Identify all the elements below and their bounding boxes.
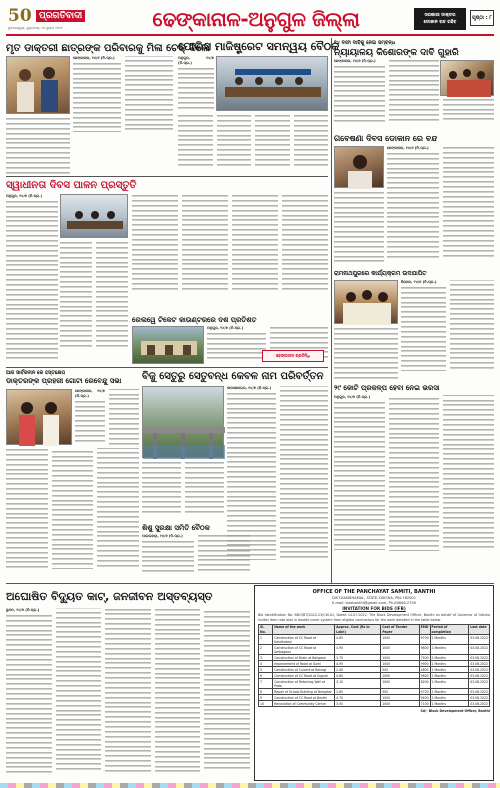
table-cell: 9600 bbox=[420, 673, 429, 678]
headline-a12: ଅଘୋଷିତ ବିଦ୍ୟୁତ କାଟ୍, ଜନଜୀବନ ଅସ୍ତବ୍ୟସ୍ତ bbox=[6, 590, 213, 603]
news-photo-railway bbox=[132, 326, 204, 364]
tender-column-header: EMD bbox=[419, 624, 430, 634]
column-rule bbox=[331, 38, 332, 583]
news-photo-a1 bbox=[6, 56, 70, 114]
table-cell: 2 Months bbox=[430, 667, 469, 673]
dateline-a7: ହିନ୍ଦୋଳ, ୧୪/୭ (ନି.ପ୍ର.) bbox=[401, 280, 437, 284]
table-cell: 5 bbox=[259, 667, 273, 673]
crowd-photo-icon bbox=[441, 61, 495, 97]
table-cell: 9700 bbox=[419, 635, 430, 645]
tender-column-header: Period of completion bbox=[430, 624, 469, 634]
table-cell: 2 Months bbox=[430, 689, 469, 695]
ear-line-1: ସରକାରୀ ଡାକ୍ତର bbox=[424, 13, 456, 18]
table-cell: 9900 bbox=[420, 661, 429, 666]
article-body-a4-left bbox=[6, 194, 58, 364]
ear-line-2: ଡୋକାନ ବନ୍ଦ ରହିବ bbox=[423, 20, 457, 26]
article-body-a4 bbox=[60, 241, 128, 364]
headline-a5: ଗବେଷଣା ଦିବସ ଡୋକାନ ରେ ବନ୍ଦ bbox=[334, 134, 438, 143]
news-photo-a8 bbox=[6, 389, 72, 445]
table-cell: 3.75 bbox=[335, 655, 381, 661]
tender-district: DIST-KANDHAMAL, STATE-ODISHA, PIN-762001 bbox=[331, 595, 417, 600]
tender-office: OFFICE OF THE PANCHAYAT SAMITI, BANTHI bbox=[312, 589, 436, 595]
table-cell: 9 bbox=[259, 695, 273, 701]
ceremony-photo-icon bbox=[7, 390, 73, 446]
table-cell: 2 Months bbox=[430, 673, 469, 679]
headline-a11: ଶିଶୁ ସୁରକ୍ଷା ସମିତି ବୈଠକ bbox=[142, 524, 210, 532]
headline-a7: ରାମନାଥପୁରରେ କାର୍ଯ୍ୟକ୍ରମ ଉଦଯାପିତ bbox=[334, 270, 427, 277]
table-cell: 7 bbox=[259, 679, 273, 689]
article-body-a12 bbox=[6, 608, 250, 782]
dateline-a6: ଅନୁଗୁଳ, ୧୪/୭ (ନି.ପ୍ର.) bbox=[207, 326, 244, 330]
article-body-a1-cont bbox=[6, 117, 70, 175]
table-cell: Construction of Retaining Wall at Pada bbox=[273, 679, 335, 689]
ear-panel bbox=[414, 8, 466, 30]
tender-email: E-mail: bdobanthi@gmail.com, Ph-06846-2700 bbox=[331, 600, 417, 605]
tender-column-header: Cost of Tender Paper bbox=[381, 624, 419, 634]
table-cell: 2 Months bbox=[430, 679, 469, 689]
table-cell: 7100 bbox=[420, 701, 429, 706]
dateline-a2: ଅନୁଗୁଳ, ୧୪/୭ (ନି.ପ୍ର.) bbox=[178, 56, 214, 65]
dateline-a5: ଢେଙ୍କାନାଳ, ୧୪/୭ (ନି.ପ୍ର.) bbox=[387, 146, 429, 150]
table-cell: 2.85 bbox=[335, 689, 381, 695]
meeting-photo-icon bbox=[217, 57, 329, 112]
table-cell: 4.95 bbox=[335, 661, 381, 667]
print-color-strip bbox=[0, 783, 500, 788]
table-cell: Improvement of Road at Gumi bbox=[273, 661, 335, 667]
headline-a4: ସ୍ୱାଧୀନତା ଦିବସ ପାଳନ ପ୍ରସ୍ତୁତି bbox=[6, 180, 137, 191]
tender-intro: Bid Identification No: BDO/BT/2022-23/CW-01, Dated 14.07.2022. The Block Development Officer, Banthi on behalf of Governor of Odisha invites item rate bids in double cover system from eligible contractors for the work detailed in the table below. bbox=[258, 613, 490, 622]
tender-column-header: Sl. No. bbox=[259, 624, 273, 634]
station-photo-icon bbox=[133, 327, 205, 365]
table-row bbox=[259, 635, 490, 645]
table-cell: 03.08.2022 bbox=[470, 673, 488, 678]
newspaper-name: ପ୍ରଗତିବାଦୀ bbox=[36, 10, 85, 22]
dateline-a8: ଢେଙ୍କାନାଳ, ୧୪/୭ (ନି.ପ୍ର.) bbox=[75, 389, 105, 398]
dateline-a11: ପାଲଲହଡ଼ା, ୧୪/୭ (ନି.ପ୍ର.) bbox=[142, 534, 183, 538]
article-body-a10 bbox=[334, 395, 494, 581]
news-photo-a5 bbox=[334, 146, 384, 188]
article-body-a9-cont bbox=[142, 461, 224, 521]
byline-a6: ଢେଙ୍କାନାଳ ପ୍ରତିନିଧି bbox=[262, 350, 324, 362]
officials-photo-icon bbox=[61, 195, 129, 239]
table-cell: 2 Months bbox=[430, 695, 469, 701]
tender-title: INVITATION FOR BIDS (IFB) bbox=[342, 606, 406, 612]
section-divider bbox=[6, 367, 328, 368]
news-photo-meeting bbox=[216, 56, 328, 111]
table-cell: 2 Months bbox=[430, 645, 469, 655]
tender-column-header: Name of the work bbox=[273, 624, 335, 634]
table-row bbox=[259, 645, 490, 655]
table-cell: 7500 bbox=[420, 655, 429, 660]
table-cell: Construction of CC Road at Ambagaon bbox=[273, 645, 335, 655]
headline-a9: ବିଜୁ ସେତୁରୁ ସେତୁବନ୍ଧ କେବଳ ନାମ ପରିବର୍ତ୍ତନ bbox=[142, 371, 324, 382]
dateline-a1: ଢେଙ୍କାନାଳ, ୧୪/୭ (ନି.ପ୍ର.) bbox=[73, 56, 115, 60]
table-cell: Construction of CC Road at Kandhabari bbox=[273, 635, 335, 645]
dateline-a9: କାମାକ୍ଷାନଗର, ୧୪/୭ (ନି.ପ୍ର.) bbox=[227, 386, 272, 390]
table-cell: 4.90 bbox=[335, 645, 381, 655]
table-cell: 5700 bbox=[420, 689, 429, 694]
article-body-a2 bbox=[178, 114, 328, 174]
table-cell: 4 bbox=[259, 661, 273, 667]
kicker-a8: ଆଜ ସାର୍ବଜନୀନ ରେ ହସ୍ତକ୍ଷେପ bbox=[6, 370, 66, 376]
table-cell: 2 Months bbox=[430, 661, 469, 667]
table-cell: 03.08.2022 bbox=[469, 679, 490, 689]
table-cell: 03.08.2022 bbox=[470, 701, 488, 706]
table-cell: 03.08.2022 bbox=[470, 655, 488, 660]
table-cell: Construction of Culvert at Rasingi bbox=[273, 667, 335, 673]
page-number: ପୃଷ୍ଠା : ୮ bbox=[470, 10, 494, 26]
table-cell: 03.08.2022 bbox=[470, 661, 488, 666]
table-row bbox=[259, 679, 490, 689]
table-row bbox=[259, 701, 490, 707]
article-body-a5-cont bbox=[334, 191, 384, 266]
table-cell: 1000 bbox=[381, 701, 419, 707]
table-cell: 6200 bbox=[419, 679, 430, 689]
headline-a1: ମୃତ ଡାକ୍ତରୀ ଛାତ୍ରଙ୍କ ପରିବାରକୁ ମିଳା ଚେକ୍ ଦିଲେ bbox=[6, 43, 210, 54]
table-cell: 6 bbox=[259, 673, 273, 679]
table-cell: 1000 bbox=[381, 695, 419, 701]
news-photo-a3 bbox=[440, 60, 494, 96]
table-cell: 1000 bbox=[381, 673, 419, 679]
table-cell: 4.85 bbox=[335, 635, 381, 645]
table-cell: 03.08.2022 bbox=[469, 635, 490, 645]
article-body-a2-left bbox=[178, 56, 214, 111]
article-body-a5-left bbox=[132, 194, 328, 314]
table-cell: 10 bbox=[259, 701, 273, 707]
table-cell: 500 bbox=[381, 667, 419, 673]
masthead bbox=[6, 6, 494, 36]
table-cell: 3.10 bbox=[335, 679, 381, 689]
newspaper-logo bbox=[6, 6, 98, 34]
section-title: ଢେଙ୍କାନାଳ-ଅନୁଗୁଳ ଜିଲ୍ଲା bbox=[152, 7, 360, 31]
tender-notice bbox=[254, 585, 494, 781]
table-cell: 4800 bbox=[420, 667, 429, 672]
event-photo-icon bbox=[335, 281, 399, 325]
article-body-a11 bbox=[142, 534, 250, 580]
table-cell: 1000 bbox=[381, 655, 419, 661]
article-body-a8 bbox=[75, 389, 139, 445]
news-photo-bridge bbox=[142, 386, 224, 458]
dateline-a3: ଢେଙ୍କାନାଳ, ୧୪/୭ (ନି.ପ୍ର.) bbox=[334, 59, 376, 63]
issue-date-line: ଭୁବନେଶ୍ୱର, ଶୁକ୍ରବାର, ୧୫ ଜୁଲାଇ ୨୦୨୨ bbox=[8, 26, 63, 30]
tender-table bbox=[258, 624, 490, 707]
article-body-a7-cont bbox=[334, 327, 398, 380]
article-body-a5 bbox=[387, 146, 494, 266]
bridge-photo-icon bbox=[143, 387, 225, 459]
headline-a3: ନ୍ୟାୟାଳୟ କିଶୋରଙ୍କ ଦାବି ଗୁହାରି bbox=[334, 48, 459, 58]
table-cell: 1000 bbox=[381, 679, 419, 689]
table-cell: 3 bbox=[259, 655, 273, 661]
section-divider bbox=[6, 583, 494, 584]
tender-signature: Sd/- Block Development Officer, Banthi bbox=[420, 709, 490, 714]
dateline-a10: ଅନୁଗୁଳ, ୧୪/୭ (ନି.ପ୍ର.) bbox=[334, 395, 371, 399]
section-divider bbox=[6, 176, 328, 177]
table-cell: 2 Months bbox=[430, 701, 469, 707]
table-cell: Construction of CC Road at Banthi bbox=[273, 695, 335, 701]
table-cell: 8 bbox=[259, 689, 273, 695]
article-body-a8-cont bbox=[6, 448, 139, 580]
kicker-a3: ୧୪ ଦଫା ଦାବିକୁ ନେଇ ସମ୍ବନ୍ଧ bbox=[334, 40, 396, 46]
table-cell: 03.08.2022 bbox=[470, 689, 488, 694]
headline-a6: ରେଲୱେ ଟିକେଟ କାଉଣ୍ଟରରେ ଦଶ ପ୍ରତିଶତ bbox=[132, 316, 257, 324]
table-cell: Repair of School Building at Belaghar bbox=[273, 689, 335, 695]
article-body-a7 bbox=[401, 280, 494, 380]
table-cell: 2.40 bbox=[335, 667, 381, 673]
tender-column-header: Last date bbox=[469, 624, 490, 634]
table-cell: 1 bbox=[259, 635, 273, 645]
headline-a8: ଡାକ୍ତରଙ୍କ ପ୍ରହରୀ ଗୋଟା ରେବେନ୍ଦୁ ସଭା bbox=[6, 377, 122, 385]
table-cell: 03.08.2022 bbox=[470, 695, 488, 700]
table-cell: 1000 bbox=[381, 635, 419, 645]
table-cell: 2 Months bbox=[430, 635, 469, 645]
headline-a2: ପୋଲିସ ମାଜିଷ୍ଟ୍ରେଟ ସମନ୍ୱୟ ବୈଠକ bbox=[178, 40, 340, 53]
tender-column-header: Approx. Cost (Rs in Lakh) bbox=[335, 624, 381, 634]
headline-a10: ୨୯ କୋଟି ପ୍ରକଳ୍ପ ହେବା ନେଇ ଭରସା bbox=[334, 384, 440, 392]
table-cell: 4.70 bbox=[335, 695, 381, 701]
table-cell: 1000 bbox=[381, 645, 419, 655]
table-cell: Construction of Drain at Baligaon bbox=[273, 655, 335, 661]
table-cell: 03.08.2022 bbox=[469, 645, 490, 655]
table-cell: 1000 bbox=[381, 661, 419, 667]
news-photo-a7 bbox=[334, 280, 398, 324]
table-cell: 2 Months bbox=[430, 655, 469, 661]
table-cell: 2 bbox=[259, 645, 273, 655]
table-cell: 500 bbox=[381, 689, 419, 695]
table-cell: Renovation of Community Centre bbox=[273, 701, 335, 707]
portrait-photo-icon bbox=[335, 147, 385, 189]
article-body-a1 bbox=[73, 56, 173, 148]
people-photo-icon bbox=[7, 57, 71, 115]
news-photo-a4 bbox=[60, 194, 128, 238]
table-cell: 4.80 bbox=[335, 673, 381, 679]
table-cell: 3.55 bbox=[335, 701, 381, 707]
dateline-a12: ଭୁବନ, ୧୪/୭ (ନି.ପ୍ର.) bbox=[6, 608, 40, 612]
table-cell: 03.08.2022 bbox=[470, 667, 488, 672]
table-cell: Construction of CC Road at Sugudi bbox=[273, 673, 335, 679]
anniversary-mark: 50 bbox=[8, 6, 32, 26]
dateline-a4: ଅନୁଗୁଳ, ୧୪/୭ (ନି.ପ୍ର.) bbox=[6, 194, 43, 198]
table-cell: 9400 bbox=[420, 695, 429, 700]
table-cell: 9800 bbox=[419, 645, 430, 655]
